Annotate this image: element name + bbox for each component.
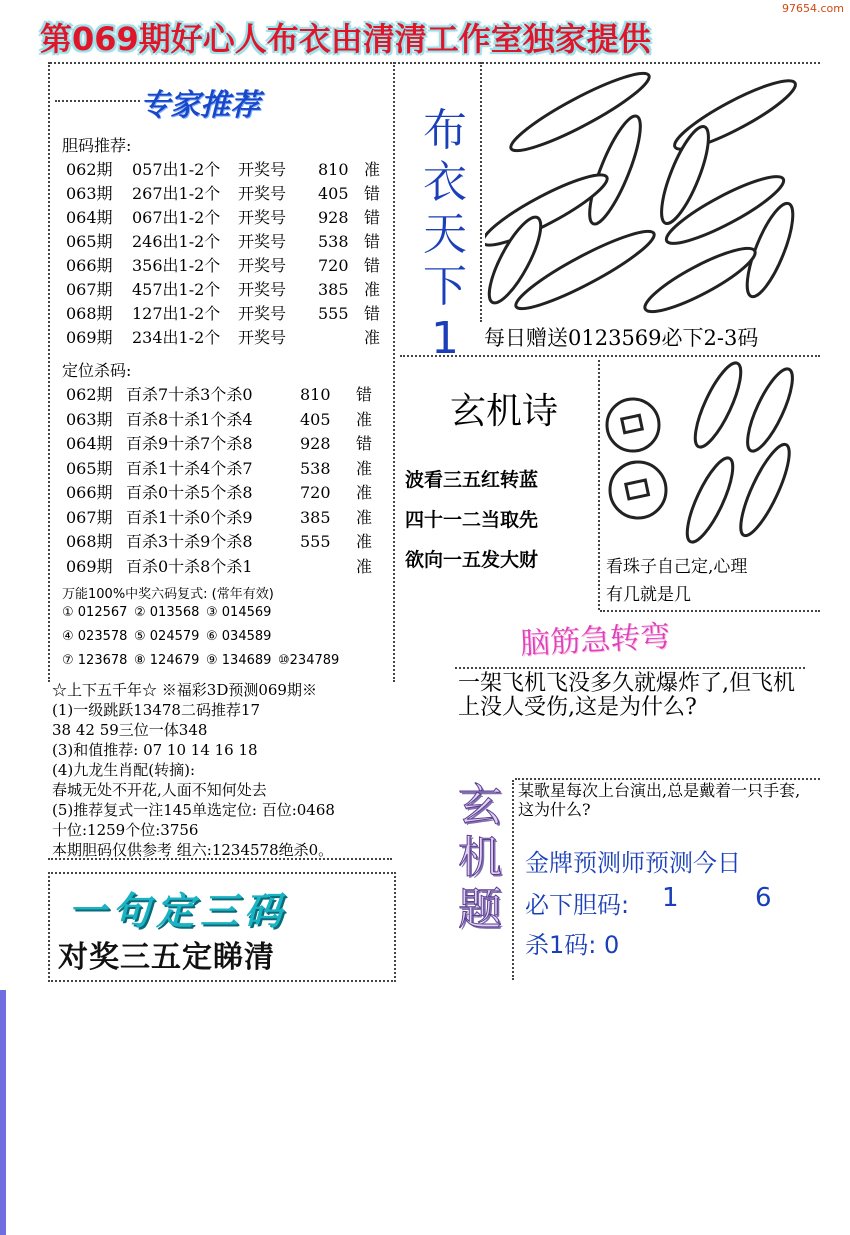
expert-rule-left xyxy=(55,100,140,102)
dan-num: 405 xyxy=(318,184,349,203)
combo-item: ④ 023578 xyxy=(62,629,128,644)
poem-line: 波看三五红转蓝 xyxy=(405,469,539,491)
dan-label: 开奖号 xyxy=(238,184,287,203)
kill-result: 准 xyxy=(356,507,373,527)
kill-period: 067期 xyxy=(66,507,113,527)
poem-line: 四十一二当取先 xyxy=(405,509,539,531)
xuanji-top-border xyxy=(515,778,820,780)
forecast-line: 十位:1259个位:3756 xyxy=(52,821,199,839)
dan-text: 267出1-2个 xyxy=(132,184,221,203)
buyi-char: 1 xyxy=(431,313,459,364)
kill-text: 百杀0十杀5个杀8 xyxy=(126,483,253,502)
kill-result: 错 xyxy=(356,434,373,453)
xuanji-title xyxy=(455,780,505,936)
coin-hole xyxy=(626,480,649,499)
daily-gift: 每日赠送0123569必下2-3码 xyxy=(484,326,759,350)
one-line-heading: 一句定三码 xyxy=(68,889,289,933)
kill-period: 068期 xyxy=(66,532,113,551)
dan-period: 069期 xyxy=(66,328,113,347)
kill-num: 720 xyxy=(300,483,331,502)
brain-title: 脑筋急转弯 xyxy=(519,619,671,662)
forecast-line: (4)九龙生肖配(转摘): xyxy=(52,761,196,779)
brain-rule xyxy=(455,667,805,669)
dan-code-b: 6 xyxy=(755,883,772,913)
kill-text: 百杀1十杀4个杀7 xyxy=(126,458,253,478)
column-divider xyxy=(393,62,395,682)
dan-period: 064期 xyxy=(66,208,113,227)
dan-text: 246出1-2个 xyxy=(132,232,221,251)
combo-item: ⑦ 123678 xyxy=(62,653,128,668)
dan-text: 127出1-2个 xyxy=(132,304,221,323)
poem-note xyxy=(606,553,747,609)
kill-code: 杀1码: 0 xyxy=(525,931,620,959)
xuanji-divider xyxy=(512,780,514,980)
dan-label: 开奖号 xyxy=(238,232,287,251)
xuanji-char: 玄 xyxy=(458,780,502,831)
kill-result: 准 xyxy=(356,409,373,429)
bead-icon xyxy=(687,360,749,452)
buyi-divider xyxy=(480,62,482,322)
kill-text: 百杀8十杀1个杀4 xyxy=(126,409,253,429)
dan-num: 720 xyxy=(318,256,349,275)
dan-code-a: 1 xyxy=(662,883,679,913)
page-title: 第069期好心人布衣由清清工作室独家提供 xyxy=(40,20,651,58)
dan-result: 准 xyxy=(364,160,381,179)
kill-num: 538 xyxy=(300,458,331,478)
xuanji-char: 机 xyxy=(458,832,502,883)
forecast-line: (3)和值推荐: 07 10 14 16 18 xyxy=(52,741,258,759)
dan-text: 457出1-2个 xyxy=(132,280,221,299)
dan-num: 555 xyxy=(318,304,349,323)
poem-note-line: 看珠子自己定,心理 xyxy=(606,557,748,577)
kill-result: 准 xyxy=(356,556,373,576)
dan-code-label: 必下胆码: xyxy=(525,891,630,919)
combo-item: ⑤ 024579 xyxy=(134,629,200,644)
kill-period: 062期 xyxy=(66,385,113,404)
kill-period: 064期 xyxy=(66,434,113,453)
forecast-line: (5)推荐复式一注145单选定位: 百位:0468 xyxy=(52,801,335,819)
buyi-char: 衣 xyxy=(423,157,467,208)
bead-icon xyxy=(679,453,741,547)
combo-item: ⑩234789 xyxy=(278,653,340,668)
forecast-line: 本期胆码仅供参考 组六:1234578绝杀0。 xyxy=(52,841,334,859)
site-watermark: 97654.com xyxy=(782,2,844,15)
left-border xyxy=(48,62,50,682)
combo-item: ⑥ 034589 xyxy=(206,629,272,644)
dan-label: 开奖号 xyxy=(238,328,287,347)
kill-period: 065期 xyxy=(66,458,113,478)
combo-label: 万能100%中奖六码复式: (常年有效) xyxy=(62,587,274,602)
gold-title: 金牌预测师预测今日 xyxy=(525,849,741,877)
top-border xyxy=(50,62,820,64)
dan-period: 068期 xyxy=(66,304,113,323)
dan-result: 错 xyxy=(364,208,381,227)
poem-line: 欲向一五发大财 xyxy=(405,549,539,571)
kill-result: 准 xyxy=(356,532,373,551)
brain-question: 一架飞机飞没多久就爆炸了,但飞机上没人受伤,这是为什么? xyxy=(458,671,795,720)
dan-label: 胆码推荐: xyxy=(62,136,132,155)
kill-result: 准 xyxy=(356,483,373,502)
forecast-line: ☆上下五千年☆ ※福彩3D预测069期※ xyxy=(52,681,317,699)
kill-period: 063期 xyxy=(66,409,113,429)
combo-item: ① 012567 xyxy=(62,605,128,620)
coins-svg xyxy=(600,360,820,550)
dan-num: 810 xyxy=(318,160,349,179)
combo-item: ⑨ 134689 xyxy=(206,653,272,668)
bead-icon xyxy=(732,439,798,541)
dan-period: 066期 xyxy=(66,256,113,275)
dan-label: 开奖号 xyxy=(238,208,287,227)
xuanji-question: 某歌星每次上台演出,总是戴着一只手套,这为什么? xyxy=(518,781,801,819)
xuanji-char: 题 xyxy=(458,884,502,935)
forecast-line: (1)一级跳跃13478二码推荐17 xyxy=(52,701,261,719)
kill-num: 928 xyxy=(300,434,331,453)
kill-num: 555 xyxy=(300,532,331,551)
kill-num: 810 xyxy=(300,385,331,404)
coin-hole xyxy=(622,415,643,432)
kill-text: 百杀0十杀8个杀1 xyxy=(126,556,253,576)
forecast-line: 春城无处不开花,人面不知何处去 xyxy=(52,781,267,799)
buyi-char: 下 xyxy=(423,261,467,312)
dan-result: 准 xyxy=(364,280,381,299)
dan-label: 开奖号 xyxy=(238,160,287,179)
coins-beads-art xyxy=(600,360,820,550)
kill-result: 准 xyxy=(356,458,373,478)
kill-period: 069期 xyxy=(66,556,113,576)
dan-num: 928 xyxy=(318,208,349,227)
forecast-line: 38 42 59三位一体348 xyxy=(52,721,208,739)
buyi-char: 布 xyxy=(423,105,467,156)
one-line-text: 对奖三五定睇清 xyxy=(58,940,275,975)
left-edge-bar xyxy=(0,990,6,1235)
poem-bottom-border xyxy=(600,610,820,612)
stroke-segment xyxy=(639,239,762,320)
kill-period: 066期 xyxy=(66,483,113,502)
stroke-segment xyxy=(580,111,649,229)
kill-num: 405 xyxy=(300,409,331,429)
dan-period: 067期 xyxy=(66,280,113,299)
dan-text: 356出1-2个 xyxy=(132,256,221,275)
combo-item: ② 013568 xyxy=(134,605,200,620)
dan-label: 开奖号 xyxy=(238,280,287,299)
kill-label: 定位杀码: xyxy=(62,361,132,380)
kill-text: 百杀7十杀3个杀0 xyxy=(126,385,253,404)
big-number-svg xyxy=(485,70,805,320)
dan-period: 065期 xyxy=(66,232,113,251)
combo-item: ⑧ 124679 xyxy=(134,653,200,668)
expert-heading: 专家推荐 xyxy=(140,88,260,123)
dan-text: 067出1-2个 xyxy=(132,208,221,227)
dan-result: 准 xyxy=(364,328,381,347)
dan-num: 385 xyxy=(318,280,349,299)
dan-period: 063期 xyxy=(66,184,113,203)
dan-result: 错 xyxy=(364,256,381,275)
dan-num: 538 xyxy=(318,232,349,251)
dan-text: 057出1-2个 xyxy=(132,160,221,179)
big-number-art xyxy=(485,70,805,320)
kill-result: 错 xyxy=(356,385,373,404)
dan-label: 开奖号 xyxy=(238,256,287,275)
dan-text: 234出1-2个 xyxy=(132,328,221,347)
poem-note-line: 有几就是几 xyxy=(606,585,691,605)
combo-item: ③ 014569 xyxy=(206,605,272,620)
kill-text: 百杀1十杀0个杀9 xyxy=(126,507,253,527)
bead-icon xyxy=(739,364,801,457)
dan-result: 错 xyxy=(364,304,381,323)
kill-text: 百杀9十杀7个杀8 xyxy=(126,434,253,453)
forecast-block xyxy=(52,680,335,860)
buyi-char: 天 xyxy=(423,209,467,260)
poem-title: 玄机诗 xyxy=(450,391,559,432)
buyi-vertical xyxy=(415,105,475,365)
kill-num: 385 xyxy=(300,507,331,527)
dan-result: 错 xyxy=(364,184,381,203)
dan-period: 062期 xyxy=(66,160,113,179)
dan-result: 错 xyxy=(364,232,381,251)
kill-text: 百杀3十杀9个杀8 xyxy=(126,532,253,551)
dan-label: 开奖号 xyxy=(238,304,287,323)
